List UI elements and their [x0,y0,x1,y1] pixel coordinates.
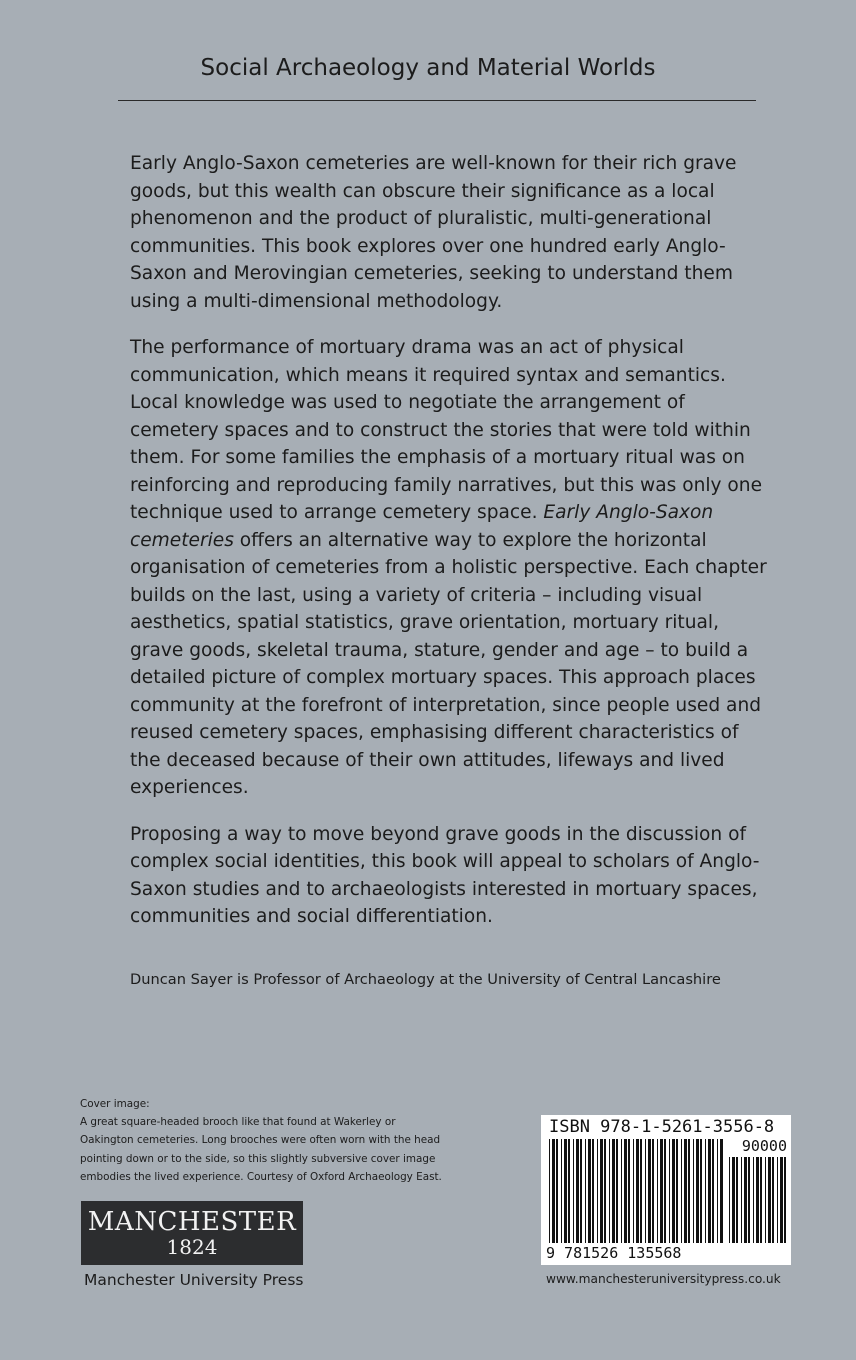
barcode-bar [777,1157,778,1243]
barcode-bar [628,1139,630,1243]
isbn-barcode [541,1115,791,1265]
barcode-bar [600,1139,603,1243]
barcode-bar [772,1157,774,1243]
barcode-bar [633,1139,634,1243]
barcode-bar [645,1139,646,1243]
barcode-bar [657,1139,658,1243]
barcode-bar [624,1139,627,1243]
barcode-bar [588,1139,591,1243]
blurb-paragraph-3: Proposing a way to move beyond grave goods in the discussion of complex social identities, this book will appeal to scholars of Anglo-Saxon studies and to archaeologists interested in mortuary spaces, communities and social differentiation. [130,823,760,927]
price-code: 90000 [741,1137,787,1155]
barcode-bar [708,1139,711,1243]
barcode-bar [672,1139,675,1243]
barcode-bar [576,1139,579,1243]
series-title: Social Archaeology and Material Worlds [200,55,656,81]
barcode-bar [717,1139,718,1243]
barcode-bar [568,1139,570,1243]
barcode-bar [765,1157,766,1243]
barcode-bar [549,1139,550,1243]
barcode-bar [696,1139,699,1243]
barcode-bar [660,1139,663,1243]
barcode-bar [640,1139,642,1243]
barcode-bar [784,1157,786,1243]
barcode-bar [732,1157,735,1243]
book-title-italic: Early Anglo-Saxon cemeteries [130,502,714,551]
cover-image-line-1: A great square-headed brooch like that found at Wakerley or [80,1116,396,1129]
publisher-logo [81,1201,303,1265]
barcode-bar [616,1139,618,1243]
blurb-p2-text-start: The performance of mortuary drama was an act of physical communication, which means it required syntax and semantics. Local knowledge was used to negotiate the arrangement of cemetery spaces and to construct the stories that were told within them. For some families the emphasis of a mortuary ritual was on reinforcing and reproducing family narratives, but this was only one technique used to arrange cemetery space. [130,337,763,523]
barcode-bar [580,1139,582,1243]
barcode-bar [652,1139,654,1243]
barcode-bar [736,1157,738,1243]
publisher-logo-word: MANCHESTER [87,1207,297,1237]
barcode-bar [684,1139,687,1243]
title-divider [118,100,756,101]
barcode-bar [597,1139,598,1243]
barcode-bar [636,1139,639,1243]
publisher-logo-year: 1824 [166,1235,218,1259]
barcode-bar [573,1139,574,1243]
barcode-bar [609,1139,610,1243]
cover-image-heading: Cover image: [80,1098,150,1110]
cover-image-credit [80,1095,480,1186]
barcode-bar [768,1157,771,1243]
barcode-bar [592,1139,594,1243]
publisher-website: www.manchesteruniversitypress.co.uk [546,1272,781,1286]
barcode-bar [780,1157,783,1243]
cover-image-line-4: embodies the lived experience. Courtesy of Oxford Archaeology East. [80,1170,442,1183]
barcode-bar [693,1139,694,1243]
barcode-bar [561,1139,562,1243]
barcode-bar [585,1139,586,1243]
barcode-bar [756,1157,759,1243]
barcode-bar [748,1157,750,1243]
isbn-label: ISBN 978-1-5261-3556-8 [549,1117,775,1137]
barcode-bar [556,1139,558,1243]
barcode-bar [564,1139,567,1243]
barcode-bar [676,1139,678,1243]
barcode-bar [744,1157,747,1243]
barcode-bar [753,1157,754,1243]
author-note: Duncan Sayer is Professor of Archaeology at the University of Central Lancashire [130,971,721,988]
blurb-paragraph-2 [130,334,770,802]
barcode-bar [729,1157,730,1243]
cover-image-line-2: Oakington cemeteries. Long brooches were often worn with the head [80,1134,441,1147]
barcode-bar [621,1139,622,1243]
barcode-bar [604,1139,606,1243]
barcode-bar [612,1139,615,1243]
barcode-bar [664,1139,666,1243]
barcode-bar [552,1139,555,1243]
barcode-bar [720,1139,723,1243]
barcode-bar [648,1139,651,1243]
barcode-bar [681,1139,682,1243]
barcode-bar [688,1139,690,1243]
barcode-bar [712,1139,714,1243]
blurb-text [130,150,770,950]
blurb-p2-text-end: offers an alternative way to explore the horizontal organisation of cemeteries from a holistic perspective. Each chapter builds on the last, using a variety of criteria – including visual aesthetics, spatial statistics, grave orientation, mortuary ritual, grave goods, skeletal trauma, stature, gender and age – to build a detailed picture of complex mortuary spaces. This approach places community at the forefront of interpretation, since people used and reused cemetery spaces, emphasising different characteristics of the deceased because of their own attitudes, lifeways and lived experiences. [130,529,767,798]
blurb-paragraph-1: Early Anglo-Saxon cemeteries are well-known for their rich grave goods, but this wealth can obscure their significance as a local phenomenon and the product of pluralistic, multi-generational communities. This book explores over one hundred early Anglo-Saxon and Merovingian cemeteries, seeking to understand them using a multi-dimensional methodology. [130,153,737,312]
barcode-bar [669,1139,670,1243]
barcode-bar [705,1139,706,1243]
publisher-name: Manchester University Press [84,1271,304,1289]
ean-digits: 9 781526 135568 [546,1244,682,1262]
barcode-bar [741,1157,742,1243]
barcode-bar [700,1139,702,1243]
barcode-bar [760,1157,762,1243]
cover-image-line-3: pointing down or to the side, so this slightly subversive cover image [80,1152,436,1165]
